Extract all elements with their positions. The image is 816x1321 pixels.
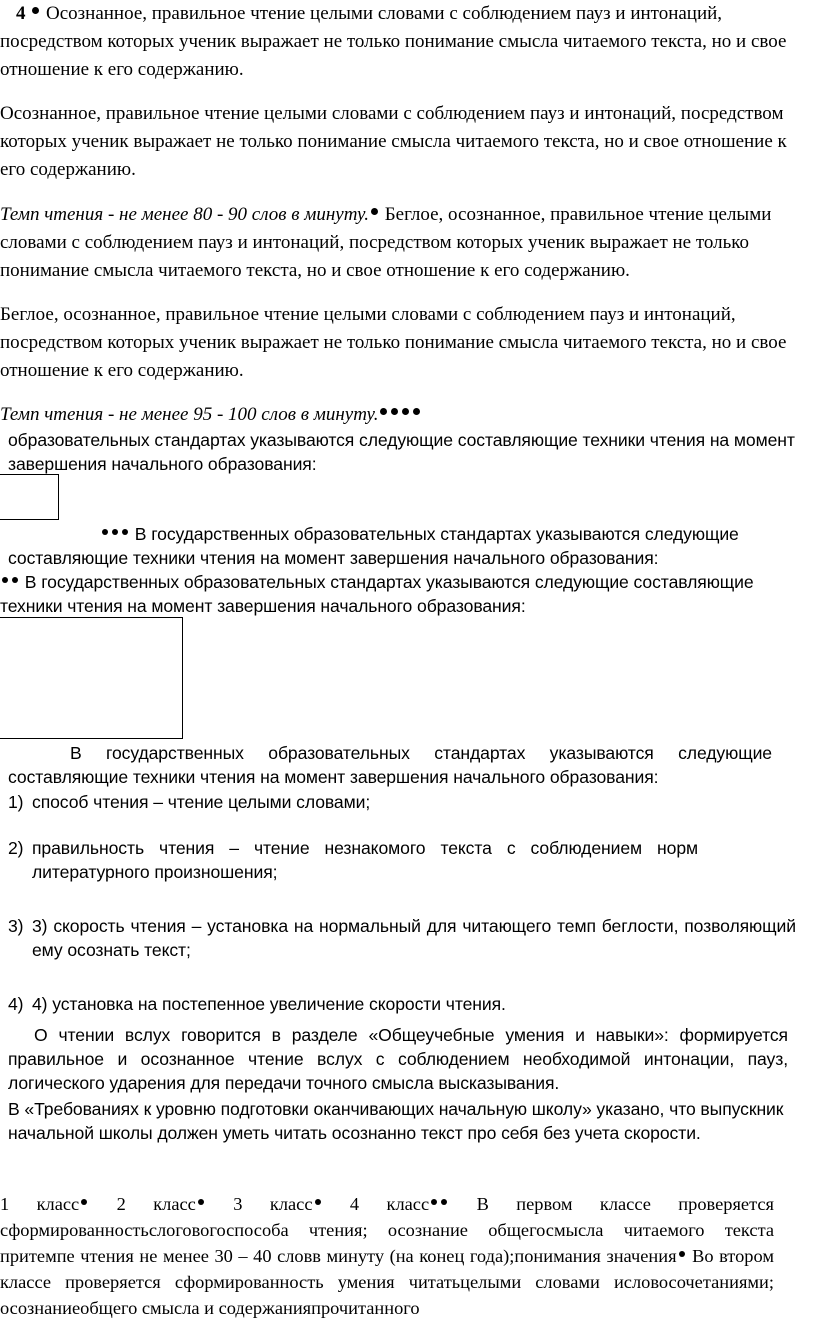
paragraph-9-text: В государственных образовательных стандартах указываются следующие составляющие техники чтения на момент завершения начального образования: [8,743,772,787]
bullet-icon [391,408,398,415]
paragraph-4 [0,301,816,385]
paragraph-6 [8,428,816,476]
paragraph-7 [8,522,816,570]
bullet-icon [102,529,108,535]
paragraph-10-text: О чтении вслух говорится в разделе «Общеучебные умения и навыки»: формируется правильное и осознанное чтение вслух с соблюдением необходимой интонации, пауз, логического ударения для передачи точного смысла высказывания. [8,1025,788,1093]
grade-4-label: 4 класс [349,1194,430,1214]
reading-tempo-note: Темп чтения - не менее 80 - 90 слов в минуту. [0,204,369,225]
list-item: 3) 3) скорость чтения – установка на нормальный для читающего темп беглости, позволяющий ему осознать текст; [8,916,796,960]
bullet-icon [81,1199,87,1205]
bullet-icon [371,208,378,215]
paragraph-2 [0,100,816,184]
paragraph-12 [0,1191,774,1321]
paragraph-11 [8,1097,788,1145]
grade-3-label: 3 класс [233,1194,313,1214]
grade-2-label: 2 класс [116,1194,196,1214]
paragraph-7-text: В государственных образовательных стандартах указываются следующие составляющие техники чтения на момент завершения начального образования: [8,524,739,568]
paragraph-2-text: Осознанное, правильное чтение целыми словами с соблюдением пауз и интонаций, посредством которых ученик выражает не только понимание смысла читаемого текста, но и свое отношение к его содержанию. [0,103,787,180]
grade-1-requirements: В первом классе проверяется сформированностьслоговогоспособа чтения; осознание общегосмысла читаемого текста притемпе чтения не менее 30 – 40 словв минуту (на конец года);понимания значения [0,1194,774,1266]
bullet-icon [431,1199,437,1205]
bullet-icon [112,529,118,535]
reading-tempo-note: Темп чтения - не менее 95 - 100 слов в минуту. [0,404,379,425]
grade-2-requirements: Во втором классе проверяется сформированность умения читатьцелыми словами исловосочетаниями; осознаниеобщего смысла и содержанияпрочитанного [0,1246,774,1318]
paragraph-11-text: В «Требованиях к уровню подготовки оканчивающих начальную школу» указано, что выпускник начальной школы должен уметь читать осознанно текст про себя без учета скорости. [8,1099,784,1143]
bullet-icon [32,7,39,14]
bullet-icon [315,1199,321,1205]
bullet-icon [2,577,8,583]
bullet-icon [122,529,128,535]
empty-image-frame [0,617,183,739]
paragraph-3 [0,201,816,285]
paragraph-8-text: В государственных образовательных стандартах указываются следующие составляющие техники чтения на момент завершения начального образования: [0,572,754,616]
bullet-icon [12,577,18,583]
bullet-icon [402,408,409,415]
bullet-icon [441,1199,447,1205]
paragraph-1-text: Осознанное, правильное чтение целыми словами с соблюдением пауз и интонаций, посредством которых ученик выражает не только понимание смысла читаемого текста, но и свое отношение к его содержанию. [0,3,787,80]
grade-1-label: 1 класс [0,1194,80,1214]
section-number: 4 [16,3,26,24]
paragraph-4-text: Беглое, осознанное, правильное чтение целыми словами с соблюдением пауз и интонаций, посредством которых ученик выражает не только понимание смысла читаемого текста, но и свое отношение к его содержанию. [0,304,787,381]
paragraph-10 [8,1023,788,1095]
paragraph-5 [0,401,816,429]
bullet-icon [679,1251,685,1257]
paragraph-3-text: Беглое, осознанное, правильное чтение целыми словами с соблюдением пауз и интонаций, посредством которых ученик выражает не только понимание смысла читаемого текста, но и свое отношение к его содержанию. [0,204,772,281]
paragraph-6-text: образовательных стандартах указываются следующие составляющие техники чтения на момент завершения начального образования: [8,430,795,474]
list-item: 4) 4) установка на постепенное увеличение скорости чтения. [8,994,506,1014]
list-item: 1) способ чтения – чтение целыми словами; [8,792,371,812]
requirements-list [8,790,796,1016]
list-item: 2) правильность чтения – чтение незнакомого текста с соблюдением норм литературного произношения; [8,838,698,882]
paragraph-1 [0,0,816,84]
paragraph-9 [8,741,772,789]
bullet-icon [198,1199,204,1205]
bullet-icon [380,408,387,415]
bullet-icon [413,408,420,415]
paragraph-8 [0,570,816,618]
empty-image-frame [0,474,59,520]
